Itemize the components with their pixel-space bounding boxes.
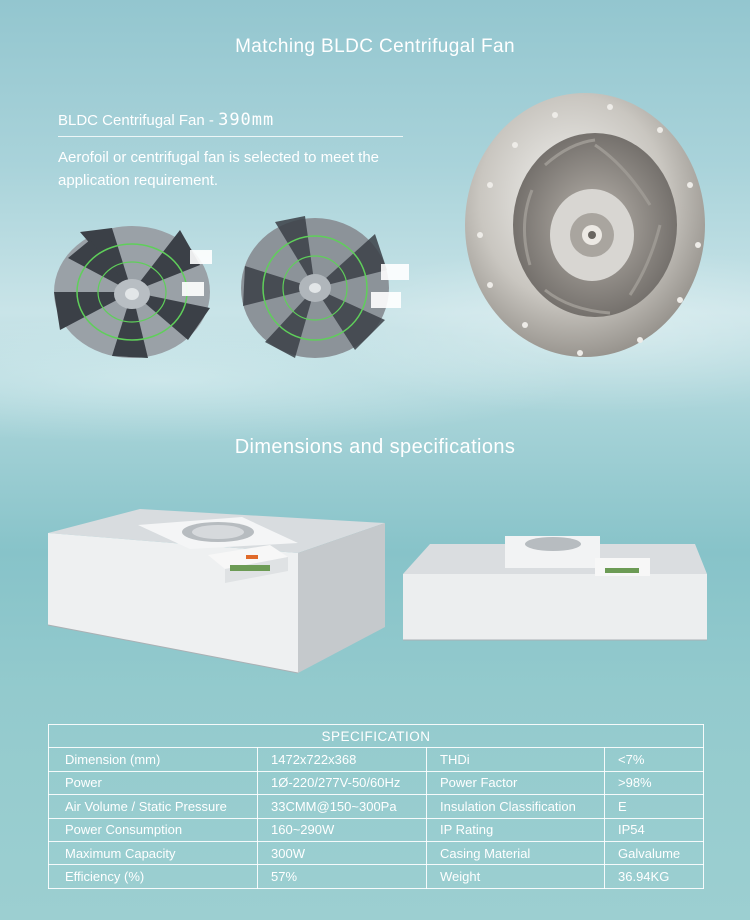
fan-label: BLDC Centrifugal Fan -	[58, 112, 219, 129]
specification-table	[48, 724, 704, 889]
fan-description: Aerofoil or centrifugal fan is selected to meet the application requirement.	[58, 149, 380, 189]
spec-table-title: SPECIFICATION	[49, 725, 704, 748]
subtitle-divider	[58, 136, 403, 137]
cfd-simulation-impeller-2	[235, 210, 415, 360]
fan-subtitle	[58, 110, 274, 130]
cfd-simulation-impeller-1	[50, 210, 215, 360]
table-row: Efficiency (%) 57% Weight 36.94KG	[49, 865, 704, 888]
table-row: Maximum Capacity 300W Casing Material Galvalume	[49, 841, 704, 864]
ffu-unit-small	[395, 530, 715, 645]
table-row: Power 1Ø-220/277V-50/60Hz Power Factor >98%	[49, 771, 704, 794]
table-row: Air Volume / Static Pressure 33CMM@150~300Pa Insulation Classification E	[49, 795, 704, 818]
centrifugal-fan-impeller-photo	[460, 85, 710, 365]
ffu-unit-large	[40, 505, 385, 685]
section-title: Dimensions and specifications	[234, 436, 516, 458]
fan-size: 390mm	[218, 110, 275, 130]
page-title: Matching BLDC Centrifugal Fan	[235, 36, 515, 57]
table-row: Power Consumption 160~290W IP Rating IP54	[49, 818, 704, 841]
table-row: Dimension (mm) 1472x722x368 THDi <7%	[49, 748, 704, 771]
